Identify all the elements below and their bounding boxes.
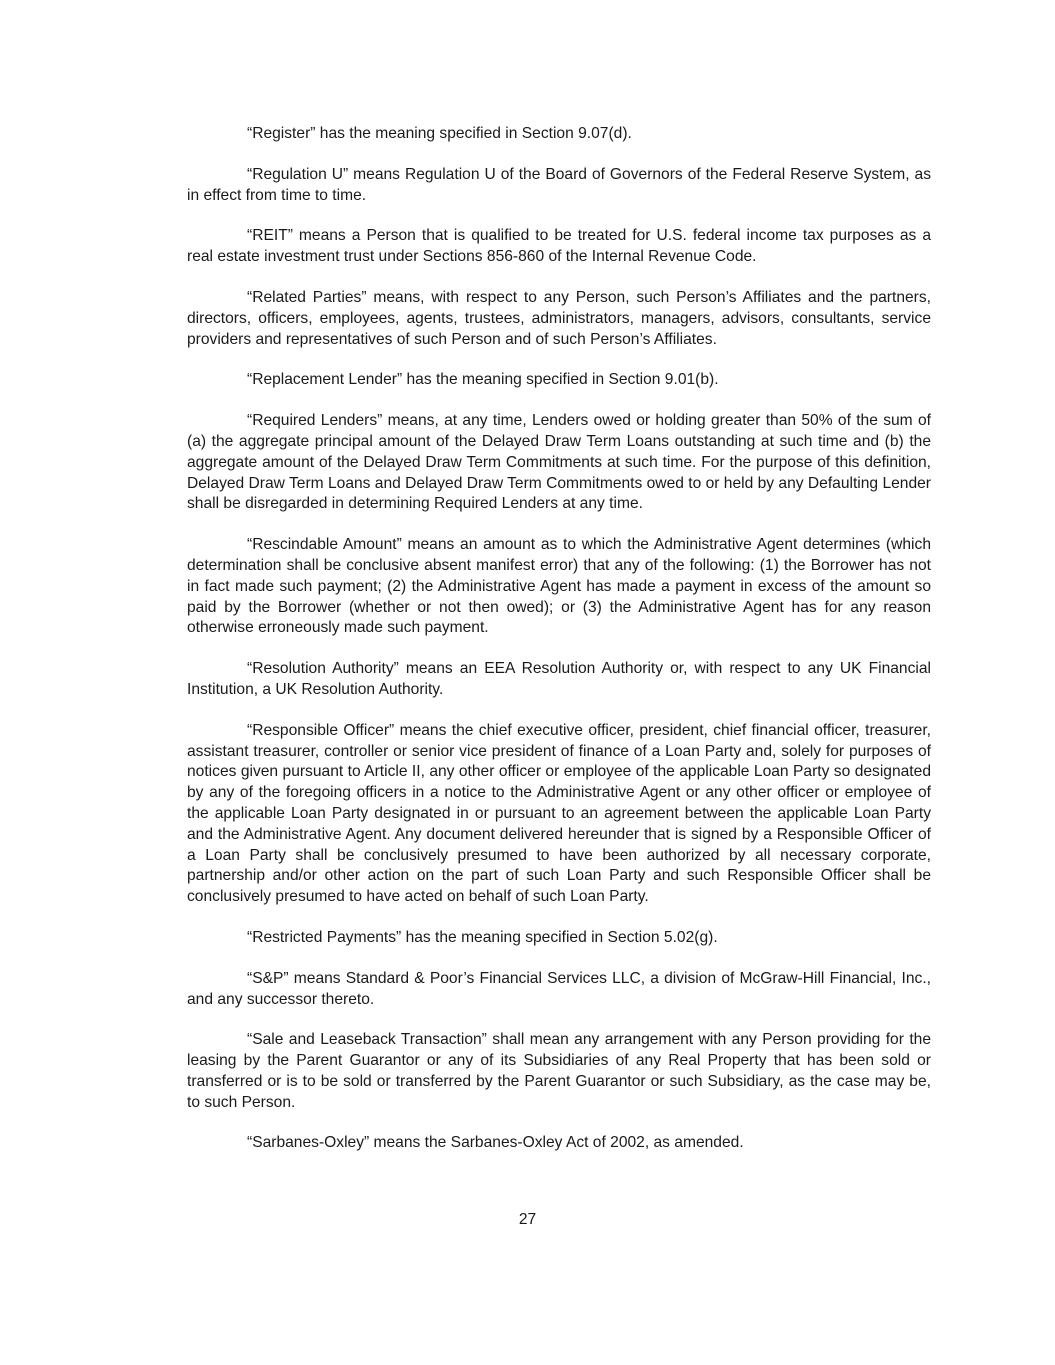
- definition-register: “Register” has the meaning specified in Section 9.07(d).: [247, 125, 632, 142]
- definition-sarbanes-oxley: “Sarbanes-Oxley” means the Sarbanes-Oxley Act of 2002, as amended.: [247, 1134, 744, 1152]
- definition-rescindable-amount: “Rescindable Amount” means an amount as to which the Administrative Agent determines (which determination shall be conclusive absent manifest error) that any of the following: (1) the Borrower has not in fact made such payment; (2) the Administrative Agent has made a payment in excess of the amount so paid by the Borrower (whether or not then owed); or (3) the Administrative Agent has for any reason otherwise erroneously made such payment.: [187, 536, 931, 637]
- definition-s-and-p: “S&P” means Standard & Poor’s Financial Services LLC, a division of McGraw-Hill Financial, Inc., and any successor thereto.: [187, 969, 931, 1008]
- definitions-body: [187, 124, 931, 1174]
- page-number: 27: [518, 1211, 537, 1228]
- definition-related-parties: “Related Parties” means, with respect to any Person, such Person’s Affiliates and the partners, directors, officers, employees, agents, trustees, administrators, managers, advisors, consultants, service providers and representatives of such Person and of such Person’s Affiliates.: [187, 288, 931, 348]
- definition-restricted-payments: “Restricted Payments” has the meaning specified in Section 5.02(g).: [247, 928, 718, 946]
- definition-reit: “REIT” means a Person that is qualified to be treated for U.S. federal income tax purposes as a real estate investment trust under Sections 856-860 of the Internal Revenue Code.: [187, 227, 931, 266]
- definition-resolution-authority: “Resolution Authority” means an EEA Resolution Authority or, with respect to any UK Financial Institution, a UK Resolution Authority.: [187, 660, 931, 698]
- definition-required-lenders: “Required Lenders” means, at any time, Lenders owed or holding greater than 50% of the sum of (a) the aggregate principal amount of the Delayed Draw Term Loans outstanding at such time and (b) the aggregate amount of the Delayed Draw Term Commitments at such time. For the purpose of this definition, Delayed Draw Term Loans and Delayed Draw Term Commitments owed to or held by any Defaulting Lender shall be disregarded in determining Required Lenders at any time.: [187, 412, 931, 513]
- definition-sale-and-leaseback: “Sale and Leaseback Transaction” shall mean any arrangement with any Person providing for the leasing by the Parent Guarantor or any of its Subsidiaries of any Real Property that has been sold or transferred or is to be sold or transferred by the Parent Guarantor or such Subsidiary, as the case may be, to such Person.: [187, 1031, 931, 1111]
- definition-regulation-u: “Regulation U” means Regulation U of the Board of Governors of the Federal Reserve System, as in effect from time to time.: [187, 165, 931, 204]
- definition-replacement-lender: “Replacement Lender” has the meaning specified in Section 9.01(b).: [247, 371, 719, 389]
- definition-responsible-officer: “Responsible Officer” means the chief executive officer, president, chief financial officer, treasurer, assistant treasurer, controller or senior vice president of finance of a Loan Party and, solely for purposes of notices given pursuant to Article II, any other officer or employee of the applicable Loan Party so designated by any of the foregoing officers in a notice to the Administrative Agent or any other officer or employee of the applicable Loan Party designated in or pursuant to an agreement between the applicable Loan Party and the Administrative Agent. Any document delivered hereunder that is signed by a Responsible Officer of a Loan Party shall be conclusively presumed to have been authorized by all necessary corporate, partnership and/or other action on the part of such Loan Party and such Responsible Officer shall be conclusively presumed to have acted on behalf of such Loan Party.: [187, 721, 931, 906]
